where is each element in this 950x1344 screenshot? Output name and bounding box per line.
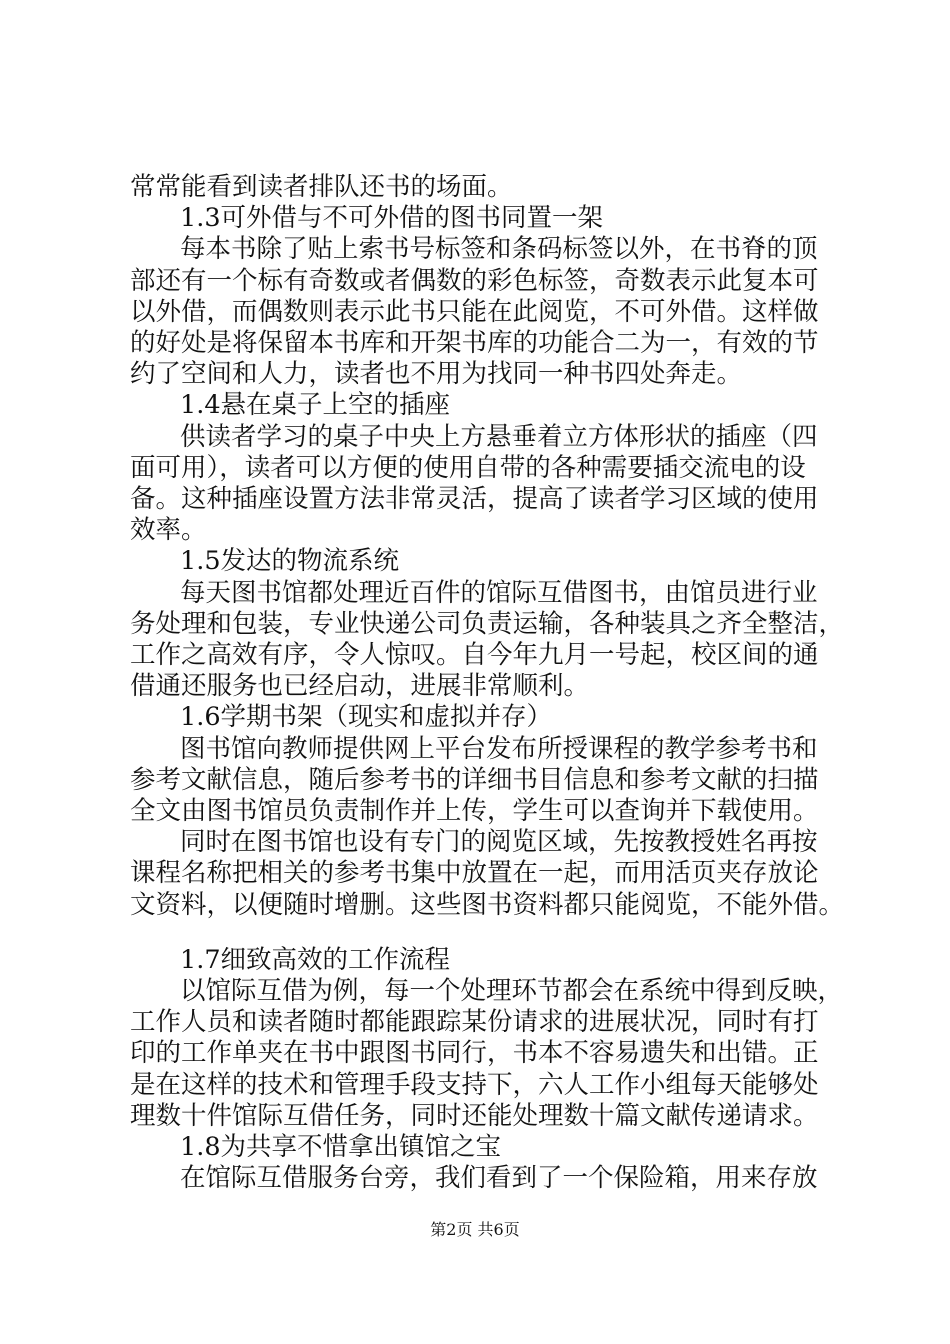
text-line: 效率。 [130, 515, 207, 545]
text-line: 备。这种插座设置方法非常灵活，提高了读者学习区域的使用 [130, 484, 819, 514]
text-line: 工作之高效有序，令人惊叹。自今年九月一号起，校区间的通 [130, 640, 819, 670]
text-line: 以馆际互借为例，每一个处理环节都会在系统中得到反映， [180, 976, 844, 1006]
text-line: 每天图书馆都处理近百件的馆际互借图书，由馆员进行业 [180, 578, 818, 608]
text-line: 务处理和包装，专业快递公司负责运输，各种装具之齐全整洁， [130, 609, 845, 639]
text-line: 课程名称把相关的参考书集中放置在一起，而用活页夹存放论 [130, 858, 819, 888]
text-line: 印的工作单夹在书中跟图书同行，书本不容易遗失和出错。正 [130, 1038, 819, 1068]
text-line: 约了空间和人力，读者也不用为找同一种书四处奔走。 [130, 359, 743, 389]
text-line: 借通还服务也已经启动，进展非常顺利。 [130, 671, 590, 701]
text-line: 同时在图书馆也设有专门的阅览区域，先按教授姓名再按 [180, 827, 818, 857]
text-line: 常常能看到读者排队还书的场面。 [130, 172, 513, 202]
text-line: 全文由图书馆员负责制作并上传，学生可以查询并下载使用。 [130, 796, 819, 826]
section-heading-1-3: 1.3可外借与不可外借的图书同置一架 [180, 203, 604, 233]
section-heading-1-5: 1.5发达的物流系统 [180, 546, 400, 576]
section-heading-1-6: 1.6学期书架（现实和虚拟并存） [180, 702, 553, 732]
section-heading-1-8: 1.8为共享不惜拿出镇馆之宝 [180, 1132, 502, 1162]
text-line: 工作人员和读者随时都能跟踪某份请求的进展状况，同时有打 [130, 1007, 819, 1037]
text-line: 面可用），读者可以方便的使用自带的各种需要插交流电的设 [130, 453, 806, 483]
section-heading-1-4: 1.4悬在桌子上空的插座 [180, 390, 451, 420]
text-line: 以外借，而偶数则表示此书只能在此阅览，不可外借。这样做 [130, 297, 819, 327]
text-line: 供读者学习的桌子中央上方悬垂着立方体形状的插座（四 [180, 422, 818, 452]
page-number-footer: 第2页 共6页 [430, 1220, 520, 1239]
text-line: 在馆际互借服务台旁，我们看到了一个保险箱，用来存放 [180, 1163, 818, 1193]
text-line: 参考文献信息，随后参考书的详细书目信息和参考文献的扫描 [130, 765, 819, 795]
text-line: 部还有一个标有奇数或者偶数的彩色标签，奇数表示此复本可 [130, 266, 819, 296]
section-heading-1-7: 1.7细致高效的工作流程 [180, 945, 451, 975]
text-line: 是在这样的技术和管理手段支持下，六人工作小组每天能够处 [130, 1070, 819, 1100]
text-line: 理数十件馆际互借任务，同时还能处理数十篇文献传递请求。 [130, 1101, 819, 1131]
text-line: 每本书除了贴上索书号标签和条码标签以外，在书脊的顶 [180, 234, 818, 264]
text-line: 图书馆向教师提供网上平台发布所授课程的教学参考书和 [180, 734, 818, 764]
text-line: 文资料，以便随时增删。这些图书资料都只能阅览，不能外借。 [130, 890, 845, 920]
text-line: 的好处是将保留本书库和开架书库的功能合二为一，有效的节 [130, 328, 819, 358]
